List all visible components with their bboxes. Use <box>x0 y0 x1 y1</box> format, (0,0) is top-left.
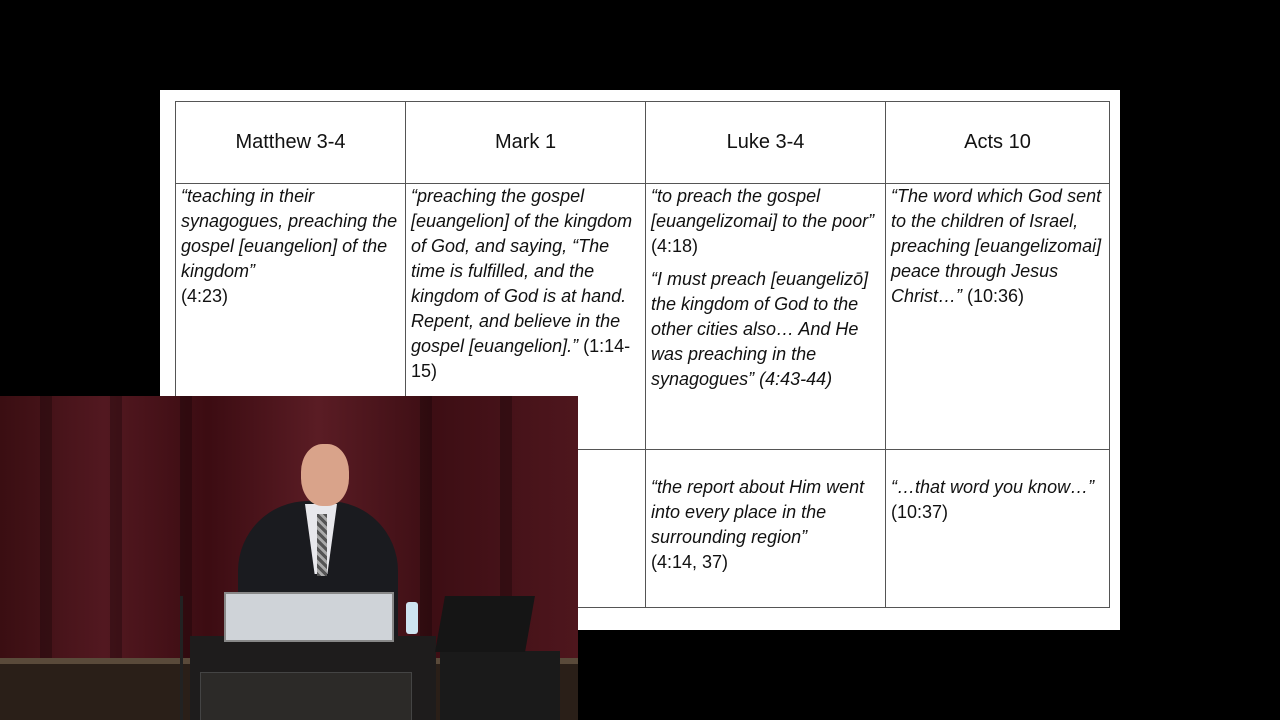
verse-ref: (1:14-15) <box>411 336 631 381</box>
speaker-video-inset <box>0 396 578 720</box>
water-bottle <box>406 602 418 634</box>
header-acts: Acts 10 <box>964 131 1031 153</box>
speaker-tie <box>317 514 327 576</box>
curtain-fold <box>40 396 52 666</box>
quote-text: “I must preach [euangelizō] the kingdom of God to the other cities also… And He was preaching in the synagogues” <box>651 269 869 389</box>
verse-ref: (10:36) <box>967 286 1025 306</box>
cell-mark-row1 <box>406 184 645 384</box>
cell-acts-row2 <box>886 475 1109 525</box>
quote-text: “preaching the gospel [euangelion] of the kingdom of God, and saying, “The time is fulfilled, and the kingdom of God is at hand. Repent, and believe in the gospel [euangelion].” <box>411 186 633 356</box>
verse-ref: (4:18) <box>651 236 699 256</box>
verse-ref: (10:37) <box>891 502 949 522</box>
cell-luke-row1 <box>646 184 885 392</box>
podium-monitor <box>224 592 394 642</box>
header-matthew: Matthew 3-4 <box>235 131 346 153</box>
header-luke: Luke 3-4 <box>726 131 805 153</box>
cell-luke-row2 <box>646 475 885 575</box>
cell-acts-row1 <box>886 184 1109 309</box>
cell-matthew-row1 <box>176 184 405 309</box>
quote-text: “The word which God sent to the children of Israel, preaching [euangelizomai] peace through Jesus Christ…” <box>891 186 1102 306</box>
quote-text: “teaching in their synagogues, preaching the gospel [euangelion] of the kingdom” <box>181 186 398 281</box>
verse-ref: (4:23) <box>181 286 229 306</box>
curtain-fold <box>420 396 432 666</box>
speaker-head <box>301 444 349 506</box>
quote-text: “the report about Him went into every place in the surrounding region” <box>651 477 865 547</box>
verse-ref: (4:43-44) <box>759 369 833 389</box>
curtain-fold <box>110 396 122 666</box>
quote-text: “to preach the gospel [euangelizomai] to the poor” <box>651 186 875 231</box>
quote-text: “…that word you know…” <box>891 477 1095 497</box>
laptop <box>435 596 535 652</box>
podium-front <box>200 672 412 720</box>
verse-ref: (4:14, 37) <box>651 552 729 572</box>
header-mark: Mark 1 <box>494 131 557 153</box>
side-table <box>440 651 560 720</box>
microphone-stand <box>180 596 183 720</box>
